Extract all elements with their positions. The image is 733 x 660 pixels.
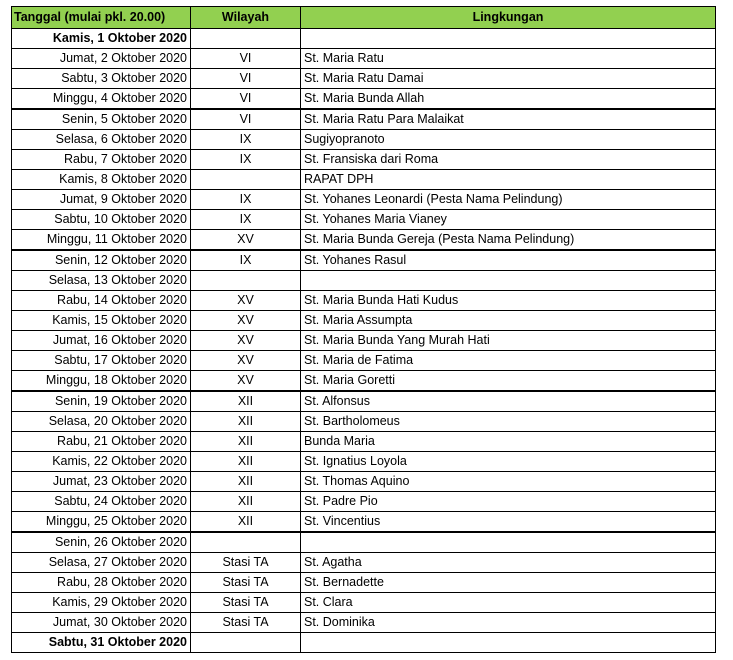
cell-community: St. Vincentius xyxy=(301,512,716,533)
cell-date: Rabu, 7 Oktober 2020 xyxy=(12,150,191,170)
cell-date: Kamis, 1 Oktober 2020 xyxy=(12,29,191,49)
cell-date: Jumat, 9 Oktober 2020 xyxy=(12,190,191,210)
table-body xyxy=(12,29,716,653)
cell-region: XV xyxy=(191,291,301,311)
cell-region xyxy=(191,170,301,190)
cell-community xyxy=(301,633,716,653)
cell-region: XII xyxy=(191,391,301,412)
cell-community xyxy=(301,29,716,49)
cell-date: Rabu, 14 Oktober 2020 xyxy=(12,291,191,311)
cell-community xyxy=(301,271,716,291)
cell-community: St. Maria Goretti xyxy=(301,371,716,392)
cell-region: VI xyxy=(191,49,301,69)
cell-community: St. Maria Ratu Damai xyxy=(301,69,716,89)
cell-date: Selasa, 13 Oktober 2020 xyxy=(12,271,191,291)
cell-community: St. Maria de Fatima xyxy=(301,351,716,371)
cell-region: XII xyxy=(191,492,301,512)
cell-date: Minggu, 18 Oktober 2020 xyxy=(12,371,191,392)
table-row xyxy=(12,271,716,291)
cell-community: St. Maria Bunda Gereja (Pesta Nama Pelindung) xyxy=(301,230,716,251)
cell-date: Selasa, 6 Oktober 2020 xyxy=(12,130,191,150)
cell-community: St. Maria Assumpta xyxy=(301,311,716,331)
table-row xyxy=(12,452,716,472)
cell-date: Rabu, 28 Oktober 2020 xyxy=(12,573,191,593)
cell-region xyxy=(191,29,301,49)
table-row xyxy=(12,130,716,150)
table-row xyxy=(12,432,716,452)
table-row xyxy=(12,391,716,412)
cell-date: Minggu, 4 Oktober 2020 xyxy=(12,89,191,110)
cell-community: St. Maria Ratu Para Malaikat xyxy=(301,109,716,130)
cell-community: St. Maria Bunda Allah xyxy=(301,89,716,110)
cell-region: VI xyxy=(191,89,301,110)
cell-date: Senin, 5 Oktober 2020 xyxy=(12,109,191,130)
cell-region: Stasi TA xyxy=(191,553,301,573)
schedule-table xyxy=(11,6,716,653)
cell-community: St. Fransiska dari Roma xyxy=(301,150,716,170)
table-row xyxy=(12,109,716,130)
cell-date: Jumat, 2 Oktober 2020 xyxy=(12,49,191,69)
cell-region: XII xyxy=(191,432,301,452)
cell-date: Minggu, 11 Oktober 2020 xyxy=(12,230,191,251)
cell-region: XV xyxy=(191,230,301,251)
cell-region: XII xyxy=(191,472,301,492)
cell-region xyxy=(191,633,301,653)
table-row xyxy=(12,412,716,432)
cell-region xyxy=(191,532,301,553)
cell-community: St. Maria Ratu xyxy=(301,49,716,69)
table-row xyxy=(12,29,716,49)
cell-community: St. Thomas Aquino xyxy=(301,472,716,492)
table-row xyxy=(12,613,716,633)
cell-region: IX xyxy=(191,250,301,271)
table-row xyxy=(12,170,716,190)
cell-region: XII xyxy=(191,452,301,472)
cell-date: Kamis, 15 Oktober 2020 xyxy=(12,311,191,331)
cell-community xyxy=(301,532,716,553)
table-row xyxy=(12,492,716,512)
cell-community: Bunda Maria xyxy=(301,432,716,452)
cell-region xyxy=(191,271,301,291)
table-row xyxy=(12,250,716,271)
cell-region: XV xyxy=(191,371,301,392)
cell-community: St. Dominika xyxy=(301,613,716,633)
cell-community: St. Bernadette xyxy=(301,573,716,593)
cell-date: Senin, 12 Oktober 2020 xyxy=(12,250,191,271)
table-row xyxy=(12,532,716,553)
cell-region: Stasi TA xyxy=(191,573,301,593)
cell-region: IX xyxy=(191,150,301,170)
table-row xyxy=(12,230,716,251)
cell-date: Jumat, 23 Oktober 2020 xyxy=(12,472,191,492)
cell-date: Selasa, 27 Oktober 2020 xyxy=(12,553,191,573)
cell-community: St. Maria Bunda Hati Kudus xyxy=(301,291,716,311)
cell-region: XII xyxy=(191,512,301,533)
cell-community: St. Bartholomeus xyxy=(301,412,716,432)
table-row xyxy=(12,472,716,492)
cell-community: St. Maria Bunda Yang Murah Hati xyxy=(301,331,716,351)
cell-date: Kamis, 29 Oktober 2020 xyxy=(12,593,191,613)
cell-date: Sabtu, 31 Oktober 2020 xyxy=(12,633,191,653)
table-row xyxy=(12,89,716,110)
header-region: Wilayah xyxy=(191,7,301,29)
cell-date: Senin, 26 Oktober 2020 xyxy=(12,532,191,553)
cell-region: XV xyxy=(191,331,301,351)
cell-date: Rabu, 21 Oktober 2020 xyxy=(12,432,191,452)
cell-region: IX xyxy=(191,130,301,150)
table-row xyxy=(12,190,716,210)
cell-region: IX xyxy=(191,190,301,210)
cell-community: St. Padre Pio xyxy=(301,492,716,512)
cell-community: St. Yohanes Leonardi (Pesta Nama Pelindung) xyxy=(301,190,716,210)
cell-date: Minggu, 25 Oktober 2020 xyxy=(12,512,191,533)
cell-date: Kamis, 22 Oktober 2020 xyxy=(12,452,191,472)
cell-region: Stasi TA xyxy=(191,593,301,613)
table-row xyxy=(12,49,716,69)
table-row xyxy=(12,371,716,392)
header-community: Lingkungan xyxy=(301,7,716,29)
header-row xyxy=(12,7,716,29)
cell-region: VI xyxy=(191,69,301,89)
table-row xyxy=(12,311,716,331)
cell-region: VI xyxy=(191,109,301,130)
cell-date: Kamis, 8 Oktober 2020 xyxy=(12,170,191,190)
cell-community: St. Alfonsus xyxy=(301,391,716,412)
table-row xyxy=(12,593,716,613)
cell-date: Sabtu, 24 Oktober 2020 xyxy=(12,492,191,512)
cell-date: Senin, 19 Oktober 2020 xyxy=(12,391,191,412)
cell-region: XV xyxy=(191,351,301,371)
table-row xyxy=(12,210,716,230)
table-row xyxy=(12,351,716,371)
table-row xyxy=(12,633,716,653)
cell-date: Sabtu, 10 Oktober 2020 xyxy=(12,210,191,230)
cell-date: Jumat, 16 Oktober 2020 xyxy=(12,331,191,351)
cell-community: St. Yohanes Maria Vianey xyxy=(301,210,716,230)
table-row xyxy=(12,69,716,89)
cell-community: Sugiyopranoto xyxy=(301,130,716,150)
cell-date: Sabtu, 3 Oktober 2020 xyxy=(12,69,191,89)
table-row xyxy=(12,553,716,573)
table-row xyxy=(12,291,716,311)
cell-region: Stasi TA xyxy=(191,613,301,633)
table-row xyxy=(12,331,716,351)
header-date: Tanggal (mulai pkl. 20.00) xyxy=(12,7,191,29)
cell-community: St. Yohanes Rasul xyxy=(301,250,716,271)
cell-community: St. Ignatius Loyola xyxy=(301,452,716,472)
cell-date: Jumat, 30 Oktober 2020 xyxy=(12,613,191,633)
table-row xyxy=(12,573,716,593)
cell-community: St. Clara xyxy=(301,593,716,613)
cell-region: XII xyxy=(191,412,301,432)
cell-region: IX xyxy=(191,210,301,230)
table-row xyxy=(12,150,716,170)
cell-community: RAPAT DPH xyxy=(301,170,716,190)
cell-date: Sabtu, 17 Oktober 2020 xyxy=(12,351,191,371)
cell-community: St. Agatha xyxy=(301,553,716,573)
cell-date: Selasa, 20 Oktober 2020 xyxy=(12,412,191,432)
cell-region: XV xyxy=(191,311,301,331)
table-row xyxy=(12,512,716,533)
